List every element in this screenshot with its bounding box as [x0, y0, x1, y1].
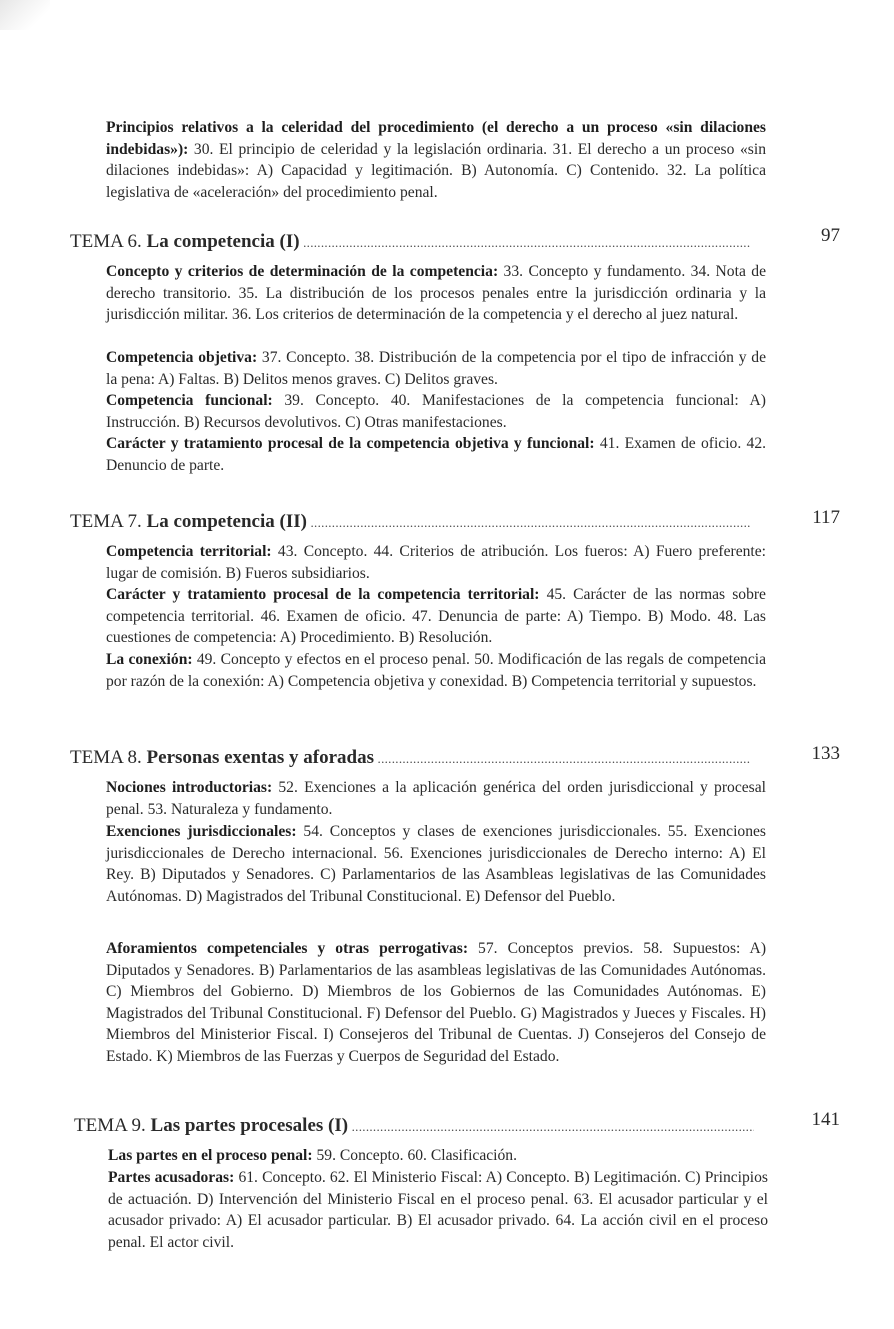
tema-number: TEMA 7. — [70, 511, 142, 532]
tema-number: TEMA 8. — [70, 747, 142, 768]
tema-6-entry-1 — [106, 261, 766, 326]
entry-text: 37. Concepto. 38. Distribución de la competencia por el tipo de infracción y de la pena: A) Faltas. B) Delitos menos graves. C) Delitos graves. — [106, 349, 767, 388]
entry-heading: Partes acusadoras: — [108, 1169, 235, 1186]
entry-heading: Carácter y tratamiento procesal de la competencia territorial: — [106, 586, 540, 603]
tema-6-entry-2 — [106, 347, 766, 390]
intro-heading: Principios relativos a la celeridad del procedimiento (el derecho a un proceso «sin dilaciones indebidas»): — [106, 119, 766, 158]
tema-title: Las partes procesales (I) — [150, 1115, 349, 1136]
tema-7-page-number: 117 — [812, 507, 840, 528]
tema-8-page-number: 133 — [811, 743, 840, 764]
tema-6-page-number: 97 — [821, 225, 840, 246]
entry-heading: Exenciones jurisdiccionales: — [106, 823, 297, 840]
tema-6-entry-4 — [106, 433, 766, 476]
tema-number: TEMA 9. — [74, 1115, 146, 1136]
entry-heading: Concepto y criterios de determinación de la competencia: — [106, 263, 499, 280]
entry-text: 59. Concepto. 60. Clasificación. — [312, 1147, 518, 1164]
entry-heading: Competencia objetiva: — [106, 349, 258, 366]
tema-title: Personas exentas y aforadas — [146, 747, 374, 768]
tema-9-page-number: 141 — [811, 1109, 840, 1130]
tema-9-heading[interactable] — [74, 1114, 754, 1139]
tema-8-heading[interactable] — [70, 746, 750, 771]
entry-text: 54. Conceptos y clases de exenciones jurisdiccionales. 55. Exenciones jurisdiccionales de Derecho internacional. 56. Exenciones jurisdiccionales de Derecho interno: A) El Rey. B) Diputados y Senadores. C) Parlamentarios de las Asambleas legislativas de las Comunidades Autónomas. D) Magistrados del Tribunal Constitucional. E) Defensor del Pueblo. — [106, 823, 766, 905]
tema-7-entry-1 — [106, 541, 766, 584]
tema-7-heading[interactable] — [70, 510, 750, 535]
tema-7-entry-3 — [106, 649, 766, 692]
entry-heading: Aforamientos competenciales y otras perrogativas: — [106, 940, 469, 957]
entry-heading: Competencia territorial: — [106, 543, 272, 560]
tema-9-entry-2 — [108, 1167, 768, 1253]
entry-heading: Las partes en el proceso penal: — [108, 1147, 313, 1164]
tema-title: La competencia (II) — [146, 511, 307, 532]
entry-text: 45. Carácter de las normas sobre competencia territorial. 46. Examen de oficio. 47. Denuncia de parte: A) Tiempo. B) Modo. 48. Las cuestiones de competencia: A) Procedimiento. B) Resolución. — [106, 586, 766, 647]
entry-text: 39. Concepto. 40. Manifestaciones de la competencia funcional: A) Instrucción. B) Recursos devolutivos. C) Otras manifestaciones. — [106, 392, 766, 431]
tema-6-heading[interactable] — [70, 230, 750, 255]
entry-heading: Nociones introductorias: — [106, 779, 273, 796]
tema-7-entry-2 — [106, 584, 766, 649]
intro-text: 30. El principio de celeridad y la legislación ordinaria. 31. El derecho a un proceso «sin dilaciones indebidas»: A) Capacidad y legitimación. B) Autonomía. C) Contenido. 32. La política legislativa de «aceleración» del procedimiento penal. — [106, 140, 766, 201]
entry-text: 57. Conceptos previos. 58. Supuestos: A) Diputados y Senadores. B) Parlamentarios de las asambleas legislativas de las Comunidades Autónomas. C) Miembros del Gobierno. D) Miembros de los Gobiernos de las Comunidades Autónomas. E) Magistrados del Tribunal Constitucional. F) Defensor del Pueblo. G) Magistrados y Jueces y Fiscales. H) Miembros del Ministerior Fiscal. I) Consejeros del Tribunal de Cuentas. J) Consejeros del Consejo de Estado. K) Miembros de las Fuerzas y Cuerpos de Seguridad del Estado. — [106, 940, 767, 1065]
entry-text: 61. Concepto. 62. El Ministerio Fiscal: A) Concepto. B) Legitimación. C) Principios de actuación. D) Intervención del Ministerio Fiscal en el proceso penal. 63. El acusador particular y el acusador privado: A) El acusador particular. B) El acusador privado. 64. La acción civil en el proceso penal. El actor civil. — [108, 1169, 769, 1251]
tema-9-entry-1 — [108, 1145, 768, 1167]
tema-title: La competencia (I) — [146, 231, 300, 252]
intro-section — [106, 117, 766, 203]
entry-heading: Carácter y tratamiento procesal de la competencia objetiva y funcional: — [106, 435, 595, 452]
tema-number: TEMA 6. — [70, 231, 142, 252]
tema-6-entry-3 — [106, 390, 766, 433]
tema-8-entry-2 — [106, 821, 766, 907]
tema-8-entry-3 — [106, 938, 766, 1068]
entry-text: 33. Concepto y fundamento. 34. Nota de derecho transitorio. 35. La distribución de los procesos penales entre la jurisdicción ordinaria y la jurisdicción militar. 36. Los criterios de determinación de la competencia y el derecho al juez natural. — [106, 263, 766, 324]
tema-8-entry-1 — [106, 777, 766, 820]
entry-text: 41. Examen de oficio. 42. Denuncio de parte. — [106, 435, 767, 474]
entry-text: 43. Concepto. 44. Criterios de atribución. Los fueros: A) Fuero preferente: lugar de comisión. B) Fueros subsidiarios. — [106, 543, 767, 582]
entry-heading: La conexión: — [106, 651, 193, 668]
scan-corner-shadow — [0, 0, 50, 30]
entry-heading: Competencia funcional: — [106, 392, 273, 409]
entry-text: 49. Concepto y efectos en el proceso penal. 50. Modificación de las regals de competencia por razón de la conexión: A) Competencia objetiva y conexidad. B) Competencia territorial y supuestos. — [106, 651, 766, 690]
entry-text: 52. Exenciones a la aplicación genérica del orden jurisdiccional y procesal penal. 53. Naturaleza y fundamento. — [106, 779, 767, 818]
